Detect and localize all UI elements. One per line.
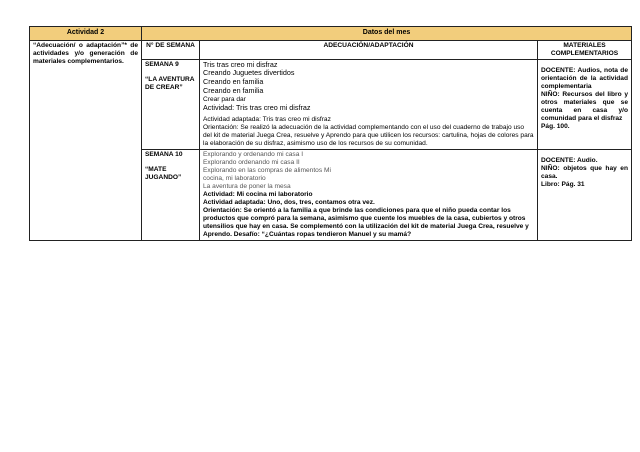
materials-page: Pág. 100. <box>541 122 570 130</box>
week-title: “MATE JUGANDO” <box>145 165 182 181</box>
activity-cell <box>200 59 538 149</box>
activity-table <box>29 26 632 241</box>
materials-teacher: DOCENTE: Audio. <box>541 156 598 164</box>
activity-line: La aventura de poner la mesa <box>203 182 291 190</box>
week-title: “LA AVENTURA DE CREAR” <box>145 75 195 91</box>
activity-line: Tris tras creo mi disfraz <box>203 59 278 69</box>
activity-line: Actividad: Tris tras creo mi disfraz <box>203 102 311 112</box>
activity-line: Crear para dar <box>203 95 246 103</box>
activity-line: Creando Juguetes divertidos <box>203 68 295 78</box>
activity-line: Explorando ordenando mi casa II <box>203 158 300 166</box>
materials-teacher: DOCENTE: Audios, nota de orientación de la actividad complementaria <box>541 66 628 90</box>
materials-page: Libro: Pág. 31 <box>541 180 585 188</box>
week-cell <box>142 149 200 240</box>
activity-line: Creando en familia <box>203 85 264 95</box>
activity-line: Explorando en las compras de alimentos Mi <box>203 166 331 174</box>
adapted-activity-line: Actividad adaptada: Tris tras creo mi disfraz <box>203 115 331 123</box>
adapted-activity-line: Actividad adaptada: Uno, dos, tres, contamos otra vez. <box>203 198 375 206</box>
adaptation-description-cell: “Adecuación/ o adaptación”* de actividades y/o generación de materiales complementarios. <box>30 40 142 240</box>
activity-line: cocina, mi laboratorio <box>203 174 266 182</box>
week-number-header: N° DE SEMANA <box>142 40 200 59</box>
month-data-header: Datos del mes <box>142 27 632 41</box>
week-label: SEMANA 10 <box>145 150 183 158</box>
materials-cell <box>538 59 632 149</box>
materials-child: NIÑO: objetos que hay en casa. <box>541 164 628 180</box>
activity-line: Explorando y ordenando mi casa I <box>203 150 304 158</box>
materials-child: NIÑO: Recursos del libro y otros materiales que se cuenta en casa y/o comunidad para el disfraz <box>541 90 628 122</box>
materials-header: MATERIALES COMPLEMENTARIOS <box>538 40 632 59</box>
activity-cell <box>200 149 538 240</box>
orientation-paragraph: Orientación: Se realizó la adecuación de la actividad complementando con el uso del cuaderno de trabajo uso del kit de material Juega Crea, resuelve y Aprendo para que utilicen los recursos: cartulina, hojas de colores para la elaboración de su disfraz, asimismo uso de los recursos de su comunidad. <box>203 123 534 147</box>
materials-cell <box>538 149 632 240</box>
subheader-row <box>30 40 632 59</box>
week-label: SEMANA 9 <box>145 60 179 68</box>
week-cell <box>142 59 200 149</box>
activity-header: Actividad 2 <box>30 27 142 41</box>
header-row <box>30 27 632 41</box>
orientation-paragraph: Orientación: Se orientó a la familia a que brinde las condiciones para que el niño pueda contar los productos que compró para la semana, asimismo que cuente los muebles de la casa, cubiertos y otros utensilios que hay en casa. Se complementó con la utilización del kit de material Juega Crea, resuelve y Aprendo. Desafío: “¿Cuántas ropas tendieron Manuel y su mamá? <box>203 206 529 238</box>
activity-line: Creando en familia <box>203 77 264 87</box>
activity-line: Actividad: Mi cocina mi laboratorio <box>203 190 313 198</box>
adaptation-header: ADECUACIÓN/ADAPTACIÓN <box>200 40 538 59</box>
